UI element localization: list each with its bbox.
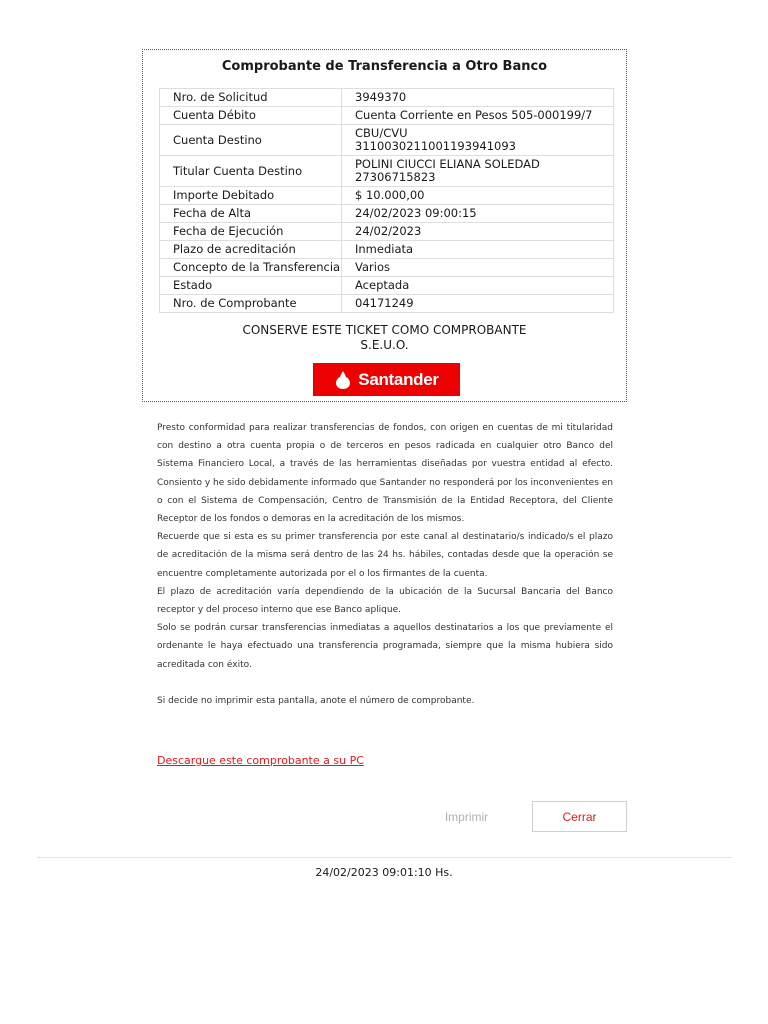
row-label: Plazo de acreditación [160, 241, 342, 259]
table-row [160, 241, 614, 259]
row-value-line: 3110030211001193941093 [355, 139, 516, 153]
conserve-notice [143, 323, 626, 353]
table-row [160, 107, 614, 125]
table-row [160, 295, 614, 313]
row-value-line: 27306715823 [355, 170, 436, 184]
table-row [160, 205, 614, 223]
close-button[interactable]: Cerrar [532, 801, 627, 832]
table-row [160, 259, 614, 277]
flame-icon [334, 370, 352, 390]
row-value-line: POLINI CIUCCI ELIANA SOLEDAD [355, 157, 540, 171]
row-label: Titular Cuenta Destino [160, 156, 342, 187]
row-label: Cuenta Débito [160, 107, 342, 125]
row-value: 24/02/2023 09:00:15 [342, 205, 614, 223]
row-value: Inmediata [342, 241, 614, 259]
footer-timestamp: 24/02/2023 09:01:10 Hs. [315, 866, 453, 879]
legal-paragraph: Recuerde que si esta es su primer transferencia por este canal al destinatario/s indicado/s el plazo de acreditación de la misma será dentro de las 24 hs. hábiles, contadas desde que la operación se encuentre completamente autorizada por el o los firmantes de la cuenta. [157, 532, 613, 579]
seuo-line: S.E.U.O. [360, 338, 409, 352]
row-label: Concepto de la Transferencia [160, 259, 342, 277]
table-row [160, 89, 614, 107]
row-value [342, 156, 614, 187]
row-label: Fecha de Alta [160, 205, 342, 223]
legal-paragraph: El plazo de acreditación varía dependiendo de la ubicación de la Sucursal Bancaria del Banco receptor y del proceso interno que ese Banco aplique. [157, 586, 613, 616]
legal-paragraph: Solo se podrán cursar transferencias inmediatas a aquellos destinatarios a los que previamente el ordenante le haya efectuado una transferencia programada, siempre que la misma hubiera sido acreditada con éxito. [157, 623, 613, 670]
legal-disclaimer [157, 419, 613, 710]
row-value: 3949370 [342, 89, 614, 107]
santander-logo [313, 363, 460, 396]
row-value: Cuenta Corriente en Pesos 505-000199/7 [342, 107, 614, 125]
logo-text: Santander [358, 369, 439, 389]
row-value: Varios [342, 259, 614, 277]
row-value: 24/02/2023 [342, 223, 614, 241]
row-label: Estado [160, 277, 342, 295]
row-label: Fecha de Ejecución [160, 223, 342, 241]
receipt-details-table [159, 88, 614, 313]
table-row [160, 277, 614, 295]
table-row [160, 223, 614, 241]
legal-paragraph: Presto conformidad para realizar transferencias de fondos, con origen en cuentas de mi titularidad con destino a otra cuenta propia o de terceros en pesos radicada en cualquier otro Banco del Sistema Financiero Local, a través de las herramientas diseñadas por vuestra entidad al efecto. Consiento y he sido debidamente informado que Santander no responderá por los inconvenientes en o con el Sistema de Compensación, Centro de Transmisión de la Entidad Receptora, del Cliente Receptor de los fondos o demoras en la acreditación de los mismos. [157, 423, 614, 525]
legal-paragraph: Si decide no imprimir esta pantalla, anote el número de comprobante. [157, 695, 475, 706]
transfer-receipt [142, 49, 627, 402]
row-label: Nro. de Solicitud [160, 89, 342, 107]
table-row [160, 125, 614, 156]
conserve-line: CONSERVE ESTE TICKET COMO COMPROBANTE [242, 323, 527, 337]
table-row [160, 187, 614, 205]
row-value: Aceptada [342, 277, 614, 295]
row-label: Nro. de Comprobante [160, 295, 342, 313]
row-label: Cuenta Destino [160, 125, 342, 156]
table-row [160, 156, 614, 187]
row-value: $ 10.000,00 [342, 187, 614, 205]
divider [37, 857, 732, 858]
row-value [342, 125, 614, 156]
receipt-title: Comprobante de Transferencia a Otro Banco [221, 59, 548, 74]
download-receipt-link[interactable]: Descargue este comprobante a su PC [157, 754, 364, 767]
print-button[interactable]: Imprimir [444, 809, 489, 824]
row-value: 04171249 [342, 295, 614, 313]
row-label: Importe Debitado [160, 187, 342, 205]
row-value-line: CBU/CVU [355, 126, 408, 140]
